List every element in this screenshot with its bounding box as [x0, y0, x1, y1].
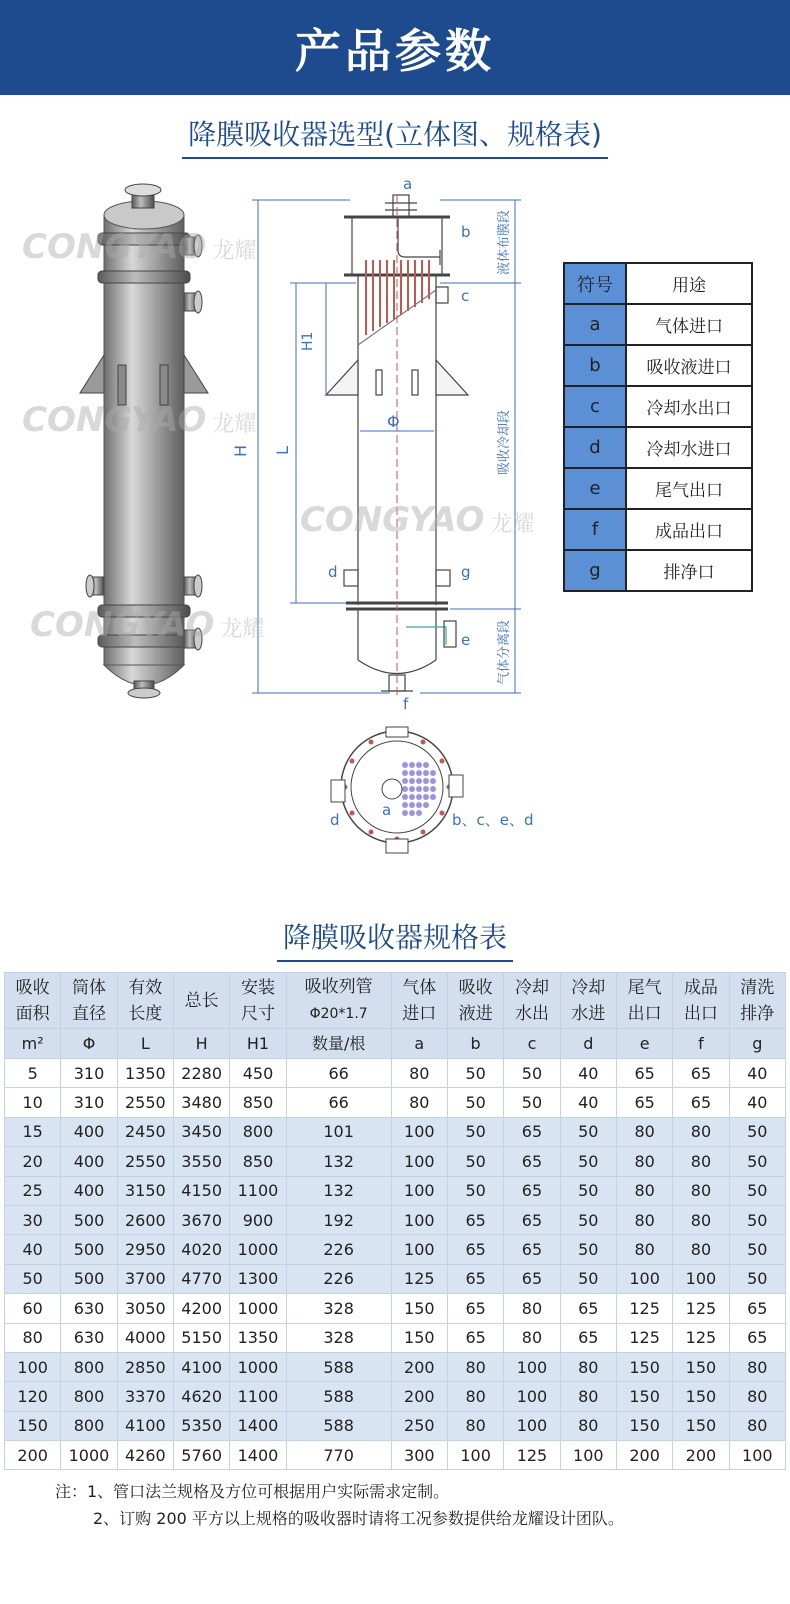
legend-header-row: [564, 263, 752, 304]
spec-unit: d: [560, 1029, 616, 1059]
section-title-spec: [0, 916, 790, 962]
spec-table-cell: 400: [61, 1117, 117, 1146]
spec-unit: 数量/根: [286, 1029, 391, 1059]
spec-table-cell: 80: [729, 1411, 785, 1440]
spec-table-cell: 65: [447, 1235, 503, 1264]
spec-table-cell: 50: [447, 1117, 503, 1146]
spec-table-cell: 150: [5, 1411, 61, 1440]
plan-label-d: d: [330, 811, 340, 829]
spec-table-cell: 588: [286, 1352, 391, 1381]
spec-table-cell: 100: [504, 1352, 560, 1381]
spec-unit: H1: [230, 1029, 286, 1059]
spec-table-cell: 100: [5, 1352, 61, 1381]
brand-watermark-text: CONGYAO: [22, 400, 207, 440]
spec-table-cell: 2550: [117, 1088, 173, 1117]
spec-unit: a: [391, 1029, 447, 1059]
spec-table-cell: 80: [729, 1352, 785, 1381]
legend-row: [564, 550, 752, 591]
spec-table-cell: 20: [5, 1147, 61, 1176]
spec-table-cell: 4150: [173, 1176, 229, 1205]
dim-label-L: L: [273, 446, 292, 455]
spec-table-cell: 50: [560, 1147, 616, 1176]
spec-table-cell: 500: [61, 1205, 117, 1234]
spec-table-cell: 3550: [173, 1147, 229, 1176]
spec-table-cell: 50: [560, 1264, 616, 1293]
spec-table-cell: 200: [673, 1441, 729, 1470]
spec-table-cell: 50: [447, 1059, 503, 1088]
spec-table-cell: 4000: [117, 1323, 173, 1352]
spec-table-cell: 80: [616, 1147, 672, 1176]
spec-table-cell: 5150: [173, 1323, 229, 1352]
spec-table-row: [5, 1147, 786, 1176]
absorber-plan-view: [330, 727, 534, 853]
brand-watermark-text: CONGYAO: [22, 227, 207, 267]
spec-unit: b: [447, 1029, 503, 1059]
spec-table-cell: 800: [61, 1382, 117, 1411]
spec-table-cell: 2950: [117, 1235, 173, 1264]
spec-table-cell: 800: [61, 1352, 117, 1381]
spec-table-cell: 60: [5, 1294, 61, 1323]
header-banner: [0, 0, 790, 95]
spec-table-cell: 1000: [61, 1441, 117, 1470]
note-line-1: 注：1、管口法兰规格及方位可根据用户实际需求定制。: [55, 1482, 450, 1501]
spec-table-cell: 80: [673, 1117, 729, 1146]
spec-table-cell: 120: [5, 1382, 61, 1411]
spec-table-cell: 101: [286, 1117, 391, 1146]
spec-header-install-size: 安装 尺寸: [230, 973, 286, 1029]
spec-table-cell: 200: [391, 1382, 447, 1411]
spec-table-cell: 65: [673, 1059, 729, 1088]
spec-table-cell: 400: [61, 1147, 117, 1176]
spec-table-cell: 1300: [230, 1264, 286, 1293]
spec-table-cell: 25: [5, 1176, 61, 1205]
spec-header-length: 有效 长度: [117, 973, 173, 1029]
note-line-2: 2、订购 200 平方以上规格的吸收器时请将工况参数提供给龙耀设计团队。: [93, 1509, 624, 1528]
spec-header-tubes: 吸收列管 Φ20*1.7: [286, 973, 391, 1029]
spec-table-cell: 150: [616, 1352, 672, 1381]
spec-table-cell: 100: [560, 1441, 616, 1470]
port-label-g: g: [461, 563, 471, 581]
legend-usage: 吸收液进口: [626, 345, 752, 386]
spec-table-row: [5, 1441, 786, 1470]
spec-table-cell: 40: [5, 1235, 61, 1264]
spec-table-cell: 2280: [173, 1059, 229, 1088]
spec-table-cell: 65: [560, 1323, 616, 1352]
legend-symbol: c: [564, 386, 626, 427]
spec-table-cell: 40: [560, 1059, 616, 1088]
spec-table-cell: 80: [673, 1235, 729, 1264]
spec-table-cell: 500: [61, 1264, 117, 1293]
port-label-a: a: [403, 175, 413, 193]
section-title-spec-text: 降膜吸收器规格表: [277, 916, 513, 962]
spec-unit: L: [117, 1029, 173, 1059]
spec-table-cell: 50: [729, 1264, 785, 1293]
spec-table-cell: 4020: [173, 1235, 229, 1264]
spec-table-cell: 30: [5, 1205, 61, 1234]
dim-label-H1: H1: [300, 331, 316, 351]
spec-table-cell: 1000: [230, 1352, 286, 1381]
legend-symbol: a: [564, 304, 626, 345]
spec-table-cell: 2600: [117, 1205, 173, 1234]
brand-watermark: [30, 605, 264, 645]
spec-table-cell: 1100: [230, 1176, 286, 1205]
spec-header-tail-gas: 尾气 出口: [616, 973, 672, 1029]
spec-table-cell: 15: [5, 1117, 61, 1146]
spec-unit: g: [729, 1029, 785, 1059]
spec-table-row: [5, 1088, 786, 1117]
spec-table-cell: 100: [504, 1411, 560, 1440]
spec-table-cell: 50: [504, 1059, 560, 1088]
spec-table-cell: 50: [729, 1147, 785, 1176]
spec-table-cell: 310: [61, 1088, 117, 1117]
spec-table-cell: 800: [230, 1117, 286, 1146]
spec-table-cell: 50: [729, 1176, 785, 1205]
spec-table-cell: 125: [504, 1441, 560, 1470]
spec-table-cell: 800: [61, 1411, 117, 1440]
legend-row: [564, 304, 752, 345]
legend-row: [564, 468, 752, 509]
spec-table-cell: 65: [729, 1323, 785, 1352]
spec-table-cell: 100: [673, 1264, 729, 1293]
spec-table-cell: 1000: [230, 1294, 286, 1323]
brand-watermark-text: CONGYAO: [30, 605, 215, 645]
spec-table-cell: 100: [391, 1147, 447, 1176]
legend-symbol: b: [564, 345, 626, 386]
spec-table-cell: 65: [616, 1088, 672, 1117]
spec-table-row: [5, 1352, 786, 1381]
spec-table-cell: 400: [61, 1176, 117, 1205]
zone-label-separation: 气体分离段: [497, 619, 512, 685]
legend-usage: 冷却水进口: [626, 427, 752, 468]
zone-label-distribution: 液体布膜段: [497, 209, 512, 275]
spec-table-cell: 65: [504, 1205, 560, 1234]
spec-table-cell: 65: [504, 1176, 560, 1205]
spec-table-row: [5, 1117, 786, 1146]
spec-table-cell: 80: [729, 1382, 785, 1411]
spec-table-cell: 100: [391, 1117, 447, 1146]
spec-table-cell: 80: [560, 1352, 616, 1381]
spec-table-cell: 150: [673, 1382, 729, 1411]
spec-table-cell: 80: [560, 1411, 616, 1440]
spec-unit-row: [5, 1029, 786, 1059]
port-label-f: f: [403, 695, 409, 713]
brand-watermark: [22, 400, 256, 440]
spec-table-cell: 3670: [173, 1205, 229, 1234]
spec-header-cooling-out: 冷却 水出: [504, 973, 560, 1029]
brand-watermark-cn: 龙耀: [212, 239, 257, 264]
spec-table-cell: 65: [616, 1059, 672, 1088]
legend-usage: 冷却水出口: [626, 386, 752, 427]
spec-table-cell: 50: [447, 1176, 503, 1205]
legend-usage: 成品出口: [626, 509, 752, 550]
legend-usage: 尾气出口: [626, 468, 752, 509]
spec-table-cell: 65: [504, 1147, 560, 1176]
spec-table-cell: 150: [391, 1294, 447, 1323]
spec-table-cell: 65: [447, 1264, 503, 1293]
spec-unit: m²: [5, 1029, 61, 1059]
brand-watermark-text: CONGYAO: [300, 500, 485, 540]
spec-table-cell: 310: [61, 1059, 117, 1088]
spec-table-cell: 2850: [117, 1352, 173, 1381]
spec-header-row: [5, 973, 786, 1029]
legend-row: [564, 427, 752, 468]
spec-table: [4, 972, 786, 1470]
spec-table-cell: 100: [391, 1176, 447, 1205]
spec-unit: f: [673, 1029, 729, 1059]
legend-usage: 气体进口: [626, 304, 752, 345]
spec-table-cell: 125: [673, 1294, 729, 1323]
legend-symbol: d: [564, 427, 626, 468]
brand-watermark-cn: 龙耀: [212, 412, 257, 437]
port-label-c: c: [461, 287, 470, 305]
spec-table-row: [5, 1264, 786, 1293]
spec-table-cell: 630: [61, 1294, 117, 1323]
spec-table-cell: 80: [504, 1323, 560, 1352]
spec-table-row: [5, 1411, 786, 1440]
notes: [55, 1478, 624, 1532]
legend-row: [564, 509, 752, 550]
spec-table-cell: 1100: [230, 1382, 286, 1411]
spec-table-cell: 5350: [173, 1411, 229, 1440]
spec-table-cell: 1400: [230, 1441, 286, 1470]
spec-table-cell: 125: [673, 1323, 729, 1352]
spec-table-row: [5, 1059, 786, 1088]
spec-table-cell: 80: [5, 1323, 61, 1352]
spec-table-cell: 770: [286, 1441, 391, 1470]
spec-table-cell: 200: [5, 1441, 61, 1470]
spec-table-cell: 40: [729, 1088, 785, 1117]
port-label-b: b: [461, 223, 471, 241]
dim-label-phi: Φ: [387, 412, 400, 431]
spec-table-cell: 150: [616, 1382, 672, 1411]
spec-table-cell: 80: [616, 1235, 672, 1264]
spec-table-cell: 80: [391, 1088, 447, 1117]
spec-table-cell: 328: [286, 1294, 391, 1323]
spec-table-cell: 500: [61, 1235, 117, 1264]
spec-table-body: [5, 1059, 786, 1470]
spec-table-cell: 80: [447, 1411, 503, 1440]
spec-table-cell: 65: [504, 1235, 560, 1264]
spec-table-cell: 5: [5, 1059, 61, 1088]
spec-table-cell: 1000: [230, 1235, 286, 1264]
spec-table-cell: 40: [729, 1059, 785, 1088]
spec-table-cell: 3370: [117, 1382, 173, 1411]
spec-table-cell: 50: [447, 1147, 503, 1176]
spec-unit: c: [504, 1029, 560, 1059]
zone-label-cooling: 吸收冷却段: [497, 409, 512, 475]
spec-table-cell: 192: [286, 1205, 391, 1234]
spec-table-cell: 65: [447, 1323, 503, 1352]
spec-table-cell: 125: [391, 1264, 447, 1293]
spec-unit: e: [616, 1029, 672, 1059]
spec-table-cell: 226: [286, 1264, 391, 1293]
spec-table-cell: 100: [391, 1205, 447, 1234]
dim-label-H: H: [231, 444, 250, 457]
spec-table-cell: 3050: [117, 1294, 173, 1323]
spec-table-cell: 300: [391, 1441, 447, 1470]
spec-table-cell: 3700: [117, 1264, 173, 1293]
plan-label-a: a: [382, 801, 392, 819]
spec-table-cell: 50: [729, 1117, 785, 1146]
spec-table-cell: 65: [447, 1294, 503, 1323]
spec-table-cell: 40: [560, 1088, 616, 1117]
spec-table-cell: 50: [560, 1205, 616, 1234]
legend-row: [564, 345, 752, 386]
spec-table-cell: 80: [616, 1205, 672, 1234]
spec-table-cell: 100: [504, 1382, 560, 1411]
section-title-selection-text: 降膜吸收器选型(立体图、规格表): [182, 113, 608, 159]
spec-table-cell: 80: [504, 1294, 560, 1323]
spec-header-diameter: 筒体 直径: [61, 973, 117, 1029]
spec-table-cell: 50: [560, 1176, 616, 1205]
spec-table-cell: 328: [286, 1323, 391, 1352]
spec-table-cell: 50: [504, 1088, 560, 1117]
spec-table-cell: 150: [673, 1352, 729, 1381]
spec-table-cell: 588: [286, 1411, 391, 1440]
spec-table-cell: 80: [616, 1117, 672, 1146]
spec-header-cooling-in: 冷却 水进: [560, 973, 616, 1029]
spec-table-cell: 5760: [173, 1441, 229, 1470]
spec-table-cell: 850: [230, 1088, 286, 1117]
spec-table-cell: 4260: [117, 1441, 173, 1470]
spec-table-cell: 80: [447, 1352, 503, 1381]
spec-table-cell: 80: [673, 1205, 729, 1234]
spec-table-row: [5, 1235, 786, 1264]
legend-header-usage: 用途: [626, 263, 752, 304]
port-legend-table: [563, 262, 753, 592]
legend-usage: 排净口: [626, 550, 752, 591]
spec-table-cell: 65: [729, 1294, 785, 1323]
spec-table-cell: 4620: [173, 1382, 229, 1411]
spec-table-cell: 65: [504, 1117, 560, 1146]
spec-table-row: [5, 1294, 786, 1323]
spec-table-cell: 150: [673, 1411, 729, 1440]
spec-table-row: [5, 1205, 786, 1234]
spec-table-cell: 50: [729, 1205, 785, 1234]
plan-label-bced: b、c、e、d: [452, 811, 534, 829]
spec-table-cell: 4770: [173, 1264, 229, 1293]
spec-table-row: [5, 1382, 786, 1411]
spec-table-cell: 2450: [117, 1117, 173, 1146]
spec-table-cell: 450: [230, 1059, 286, 1088]
spec-table-cell: 80: [673, 1176, 729, 1205]
spec-table-cell: 10: [5, 1088, 61, 1117]
legend-row: [564, 386, 752, 427]
spec-table-cell: 132: [286, 1147, 391, 1176]
brand-watermark: [300, 500, 534, 540]
spec-table-cell: 125: [616, 1294, 672, 1323]
spec-table-cell: 50: [5, 1264, 61, 1293]
spec-table-cell: 588: [286, 1382, 391, 1411]
spec-header-drain: 清洗 排净: [729, 973, 785, 1029]
spec-table-cell: 1400: [230, 1411, 286, 1440]
spec-table-cell: 65: [447, 1205, 503, 1234]
spec-table-cell: 4100: [173, 1352, 229, 1381]
spec-table-cell: 50: [560, 1235, 616, 1264]
spec-table-row: [5, 1176, 786, 1205]
spec-table-cell: 125: [616, 1323, 672, 1352]
spec-header-total-length: 总长: [173, 973, 229, 1029]
spec-table-cell: 150: [616, 1411, 672, 1440]
legend-symbol: g: [564, 550, 626, 591]
spec-table-cell: 80: [447, 1382, 503, 1411]
spec-header-product-out: 成品 出口: [673, 973, 729, 1029]
page-title: 产品参数: [295, 23, 495, 78]
spec-table-cell: 850: [230, 1147, 286, 1176]
legend-symbol: f: [564, 509, 626, 550]
spec-table-cell: 80: [616, 1176, 672, 1205]
spec-table-cell: 65: [504, 1264, 560, 1293]
spec-table-cell: 2550: [117, 1147, 173, 1176]
spec-table-cell: 100: [616, 1264, 672, 1293]
absorber-elevation-view: [326, 195, 471, 695]
spec-table-cell: 80: [391, 1059, 447, 1088]
spec-table-cell: 250: [391, 1411, 447, 1440]
spec-table-cell: 900: [230, 1205, 286, 1234]
spec-header-liquid-inlet: 吸收 液进: [447, 973, 503, 1029]
brand-watermark: [22, 227, 256, 267]
spec-table-cell: 80: [560, 1382, 616, 1411]
spec-table-cell: 65: [560, 1294, 616, 1323]
spec-table-cell: 3480: [173, 1088, 229, 1117]
spec-table-cell: 3450: [173, 1117, 229, 1146]
spec-table-cell: 1350: [230, 1323, 286, 1352]
spec-table-cell: 80: [673, 1147, 729, 1176]
spec-table-cell: 4100: [117, 1411, 173, 1440]
brand-watermark-cn: 龙耀: [220, 617, 265, 642]
spec-header-gas-inlet: 气体 进口: [391, 973, 447, 1029]
spec-table-cell: 100: [729, 1441, 785, 1470]
legend-symbol: e: [564, 468, 626, 509]
spec-table-cell: 66: [286, 1088, 391, 1117]
spec-unit: Φ: [61, 1029, 117, 1059]
spec-table-cell: 66: [286, 1059, 391, 1088]
section-title-selection: [0, 113, 790, 159]
port-label-e: e: [461, 631, 471, 649]
spec-table-cell: 3150: [117, 1176, 173, 1205]
spec-table-cell: 50: [729, 1235, 785, 1264]
legend-header-symbol: 符号: [564, 263, 626, 304]
port-label-d: d: [328, 563, 338, 581]
spec-table-cell: 50: [560, 1117, 616, 1146]
spec-table-cell: 65: [673, 1088, 729, 1117]
spec-table-cell: 226: [286, 1235, 391, 1264]
brand-watermark-cn: 龙耀: [490, 512, 535, 537]
spec-table-cell: 100: [447, 1441, 503, 1470]
spec-table-cell: 100: [391, 1235, 447, 1264]
spec-table-cell: 150: [391, 1323, 447, 1352]
spec-table-cell: 200: [391, 1352, 447, 1381]
spec-table-row: [5, 1323, 786, 1352]
spec-header-area: 吸收 面积: [5, 973, 61, 1029]
spec-table-cell: 50: [447, 1088, 503, 1117]
spec-table-cell: 132: [286, 1176, 391, 1205]
spec-unit: H: [173, 1029, 229, 1059]
spec-table-cell: 630: [61, 1323, 117, 1352]
spec-table-cell: 4200: [173, 1294, 229, 1323]
spec-table-cell: 1350: [117, 1059, 173, 1088]
spec-table-cell: 200: [616, 1441, 672, 1470]
